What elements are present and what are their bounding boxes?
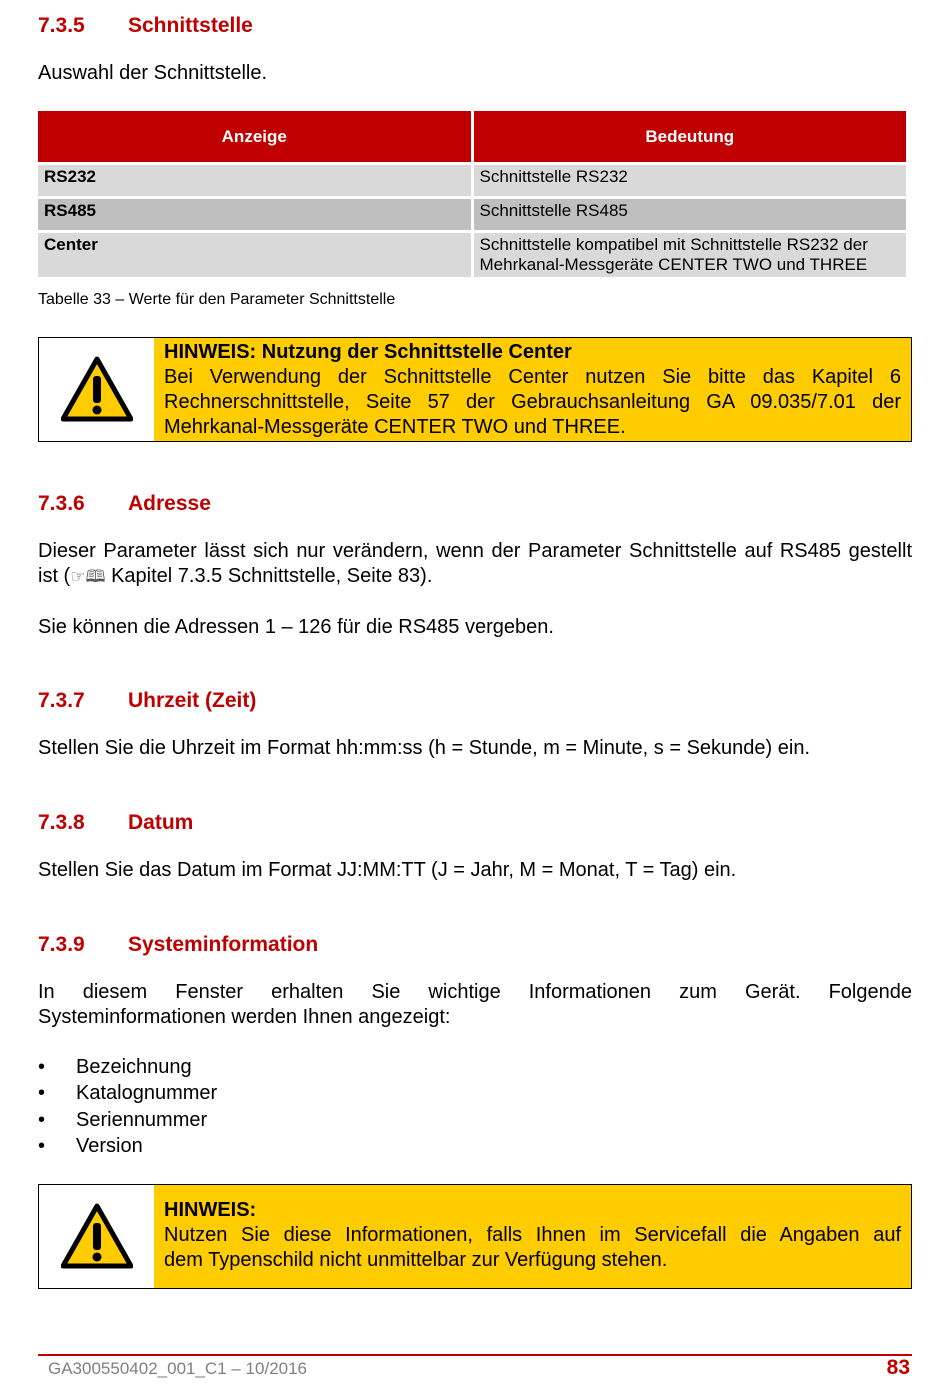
section-title: Adresse: [128, 492, 211, 515]
systeminfo-paragraph: [38, 980, 912, 1030]
intro-text: Auswahl der Schnittstelle.: [38, 62, 268, 84]
list-item: [38, 1080, 217, 1106]
column-header-bedeutung: Bedeutung: [474, 111, 907, 162]
list-item-text: Bezeichnung: [76, 1056, 192, 1078]
notice-body: [154, 1185, 911, 1288]
section-number: 7.3.5: [38, 14, 85, 37]
parameter-table: [35, 108, 909, 280]
table-cell-key: RS485: [38, 199, 471, 230]
table-row: [38, 233, 906, 277]
datum-text: Stellen Sie das Datum im Format JJ:MM:TT (J = Jahr, M = Monat, T = Tag) ein.: [38, 859, 737, 881]
table-cell-value: Schnittstelle RS232: [474, 165, 907, 196]
table-cell-key: Center: [38, 233, 471, 277]
section-title: Schnittstelle: [128, 14, 253, 37]
notice-line: Rechnerschnittstelle, Seite 57 der Gebrauchsanleitung GA 09.035/7.01 der: [164, 391, 901, 413]
list-item: [38, 1107, 217, 1133]
bullet-icon: •: [38, 1082, 46, 1105]
section-number: 7.3.6: [38, 492, 85, 515]
notice-title: HINWEIS:: [164, 1199, 257, 1221]
bullet-icon: •: [38, 1056, 46, 1078]
uhrzeit-text: Stellen Sie die Uhrzeit im Format hh:mm:ss (h = Stunde, m = Minute, s = Sekunde) ein.: [38, 737, 811, 759]
section-title: Uhrzeit (Zeit): [128, 689, 257, 712]
section-number: 7.3.9: [38, 933, 85, 956]
section-title: Datum: [128, 811, 194, 834]
column-header-anzeige: Anzeige: [38, 111, 471, 162]
list-item-text: Seriennummer: [76, 1108, 208, 1131]
notice-line: Nutzen Sie diese Informationen, falls Ihnen im Servicefall die Angaben auf: [164, 1224, 901, 1246]
table-caption: Tabelle 33 – Werte für den Parameter Schnittstelle: [38, 291, 396, 308]
reference-symbols: ☞🕮: [70, 567, 106, 587]
chapter-reference: Kapitel 7.3.5 Schnittstelle, Seite 83).: [105, 565, 433, 587]
table-cell-line: Mehrkanal-Messgeräte CENTER TWO und THREE: [479, 255, 868, 274]
table-cell-line: Schnittstelle kompatibel mit Schnittstelle RS232 der: [479, 235, 868, 254]
list-item-text: Katalognummer: [76, 1082, 218, 1105]
notice-box-center: [38, 337, 912, 442]
bullet-icon: •: [38, 1134, 46, 1157]
list-item: [38, 1133, 217, 1159]
warning-triangle-icon: [61, 1203, 133, 1269]
table-row: [38, 165, 906, 196]
adresse-range-text: Sie können die Adressen 1 – 126 für die RS485 vergeben.: [38, 616, 554, 638]
table-cell-key: RS232: [38, 165, 471, 196]
bullet-icon: •: [38, 1108, 46, 1131]
section-number: 7.3.8: [38, 811, 85, 834]
footer-divider: [38, 1354, 912, 1356]
section-title: Systeminformation: [128, 933, 319, 956]
paragraph-line: In diesem Fenster erhalten Sie wichtige Informationen zum Gerät. Folgende: [38, 981, 912, 1003]
notice-box-service: [38, 1184, 912, 1289]
notice-line: Bei Verwendung der Schnittstelle Center nutzen Sie bitte das Kapitel 6: [164, 366, 901, 388]
systeminfo-list: [38, 1054, 217, 1159]
adresse-paragraph: [38, 539, 912, 590]
notice-line: Mehrkanal-Messgeräte CENTER TWO und THREE.: [164, 416, 626, 438]
footer-document-id: GA300550402_001_C1 – 10/2016: [48, 1359, 308, 1378]
paragraph-text: Dieser Parameter lässt sich nur verändern, wenn der Parameter Schnittstelle auf RS485 gestellt ist (: [38, 540, 912, 587]
table-row: [38, 199, 906, 230]
notice-body: [154, 338, 911, 441]
list-item: [38, 1054, 217, 1080]
section-number: 7.3.7: [38, 689, 85, 712]
table-cell-value: Schnittstelle RS485: [474, 199, 907, 230]
page-number: 83: [886, 1356, 910, 1379]
paragraph-line: Systeminformationen werden Ihnen angezeigt:: [38, 1006, 451, 1028]
notice-line: dem Typenschild nicht unmittelbar zur Verfügung stehen.: [164, 1249, 668, 1271]
list-item-text: Version: [76, 1134, 143, 1157]
table-header-row: [38, 111, 906, 162]
notice-icon-cell: [39, 338, 154, 441]
notice-title: HINWEIS: Nutzung der Schnittstelle Center: [164, 341, 572, 363]
table-cell-value: [474, 233, 907, 277]
notice-icon-cell: [39, 1185, 154, 1288]
warning-triangle-icon: [61, 356, 133, 422]
